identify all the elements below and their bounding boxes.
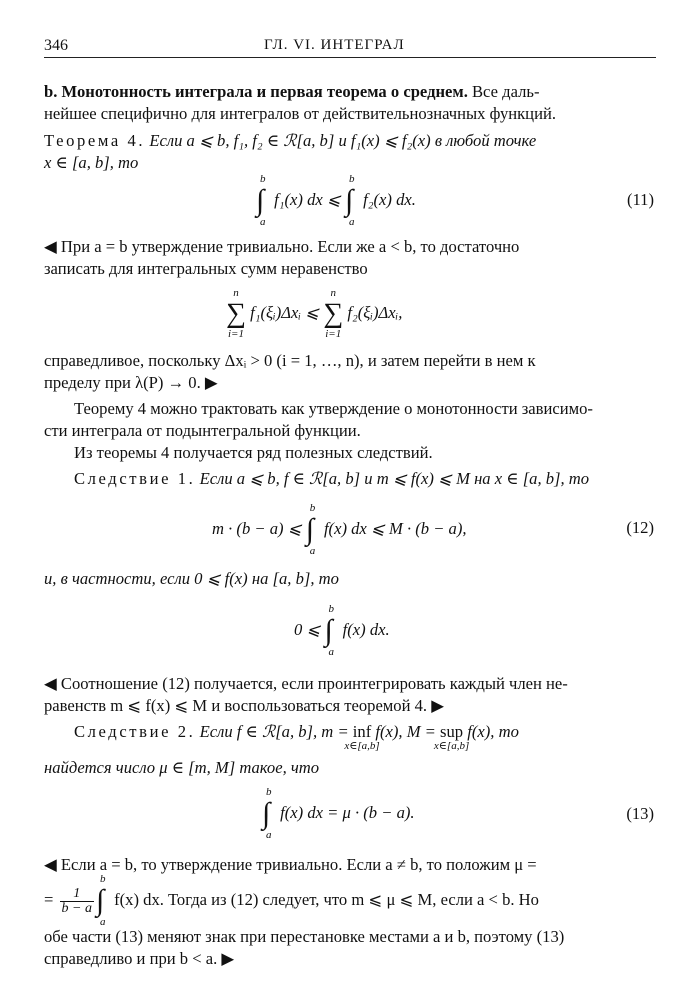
section-intro-line-1 xyxy=(44,84,539,101)
sup-operator: sup x∈[a,b] xyxy=(433,722,470,752)
corollary-1-line xyxy=(74,471,589,488)
proof-c2-line-4: справедливо и при b < a. ▶ xyxy=(44,949,235,968)
proof-c2-line-2-text: f(x) dx. Тогда из (12) следует, что m ⩽ μ ⩽ M, если a < b. Но xyxy=(114,889,539,909)
sum-left: f₁(ξᵢ)Δxᵢ ⩽ xyxy=(250,302,320,322)
sum-inequality xyxy=(226,287,403,340)
sum-right: f₂(ξᵢ)Δxᵢ, xyxy=(347,302,403,322)
equation-13-right: f(x) dx = μ · (b − a). xyxy=(280,802,415,822)
equation-11-left: f₁(x) dx ⩽ xyxy=(274,189,341,209)
proof-c2-line-3: обе части (13) меняют знак при перестановке местами a и b, поэтому (13) xyxy=(44,927,565,946)
equation-nonneg xyxy=(294,603,390,658)
corollary-2-line-1 xyxy=(74,722,519,752)
proof-4-line-3: справедливое, поскольку Δxᵢ > 0 (i = 1, …, n), и затем перейти в нем к xyxy=(44,351,536,370)
sum-sign: ∑ n i=1 xyxy=(226,287,246,340)
remark-line-2: сти интеграла от подынтегральной функции. xyxy=(44,421,361,440)
theorem-4-line-2: x ∈ [a, b], то xyxy=(44,153,139,172)
equation-12-right: f(x) dx ⩽ M · (b − a), xyxy=(323,518,467,538)
proof-c2-line-1: ◀ Если a = b, то утверждение тривиально. Если a ≠ b, то положим μ = xyxy=(44,855,537,874)
corollary-2-line-2: найдется число μ ∈ [m, M] такое, что xyxy=(44,758,320,777)
theorem-4-label: Теорема 4. xyxy=(44,131,146,150)
running-title: ГЛ. VI. ИНТЕГРАЛ xyxy=(264,37,405,53)
integral-sign: ∫ b a xyxy=(344,173,355,228)
proof-4-line-1: ◀ При a = b утверждение тривиально. Если же a < b, то достаточно xyxy=(44,237,520,256)
corollary-2-part-1: Если f ∈ ℛ[a, b], m = xyxy=(199,722,349,741)
equation-11-right: f₂(x) dx. xyxy=(363,189,416,209)
equation-12-left: m · (b − a) ⩽ xyxy=(212,518,302,538)
page-number: 346 xyxy=(44,37,68,54)
equation-nonneg-right: f(x) dx. xyxy=(342,619,390,639)
equation-11 xyxy=(256,173,416,228)
integral-sign: ∫ b a xyxy=(324,603,335,658)
integral-sign: ∫ b a xyxy=(262,786,272,841)
corollary-1-statement: Если a ⩽ b, f ∈ ℛ[a, b] и m ⩽ f(x) ⩽ M на x ∈ [a, b], то xyxy=(199,469,590,488)
fraction: $\frac{1}{b - a}$ xyxy=(61,885,92,916)
equation-11-number: (11) xyxy=(626,190,654,209)
header-rule xyxy=(44,57,656,58)
section-intro-line-2: нейшее специфично для интегралов от действительнозначных функций. xyxy=(44,104,556,123)
proof-c1-line-1: ◀ Соотношение (12) получается, если проинтегрировать каждый член не- xyxy=(44,674,568,693)
equation-13-number: (13) xyxy=(626,804,654,823)
inf-operator: inf x∈[a,b] xyxy=(344,722,380,752)
corollary-2-part-2: f(x), M = xyxy=(371,722,436,741)
remark-line-1: Теорему 4 можно трактовать как утверждение о монотонности зависимо- xyxy=(74,399,593,418)
book-page xyxy=(44,0,656,1000)
integral-sign: ∫ b a xyxy=(305,502,316,557)
proof-c2-equals: = xyxy=(44,889,58,909)
proof-4-line-4: пределу при λ(P) → 0. ▶ xyxy=(44,373,218,392)
equation-nonneg-left: 0 ⩽ xyxy=(294,619,321,639)
theorem-4-line-1 xyxy=(44,133,536,150)
corollary-1-after: и, в частности, если 0 ⩽ f(x) на [a, b], то xyxy=(44,569,339,588)
integral-sign: ∫ b a xyxy=(256,173,266,228)
proof-c2-line-2 xyxy=(44,873,539,928)
theorem-4-statement: Если a ⩽ b, f₁, f₂ ∈ ℛ[a, b] и f₁(x) ⩽ f₂(x) в любой точке xyxy=(149,131,537,150)
corollary-2-label: Следствие 2. xyxy=(74,722,196,741)
proof-c1-line-2: равенств m ⩽ f(x) ⩽ M и воспользоваться теоремой 4. ▶ xyxy=(44,696,444,715)
equation-13 xyxy=(262,786,415,841)
corollary-1-label: Следствие 1. xyxy=(74,469,196,488)
corollary-2-part-3: f(x), то xyxy=(463,722,519,741)
equation-12 xyxy=(212,502,467,557)
integral-sign: ∫ b a xyxy=(95,873,106,928)
remark-line-3: Из теоремы 4 получается ряд полезных следствий. xyxy=(74,443,433,462)
equation-12-number: (12) xyxy=(626,518,654,537)
proof-4-line-2: записать для интегральных сумм неравенство xyxy=(44,259,368,278)
sum-sign: ∑ n i=1 xyxy=(323,287,344,340)
section-heading: b. Монотонность интеграла и первая теорема о среднем. xyxy=(44,82,468,101)
section-intro-text-1: Все даль- xyxy=(467,82,540,101)
